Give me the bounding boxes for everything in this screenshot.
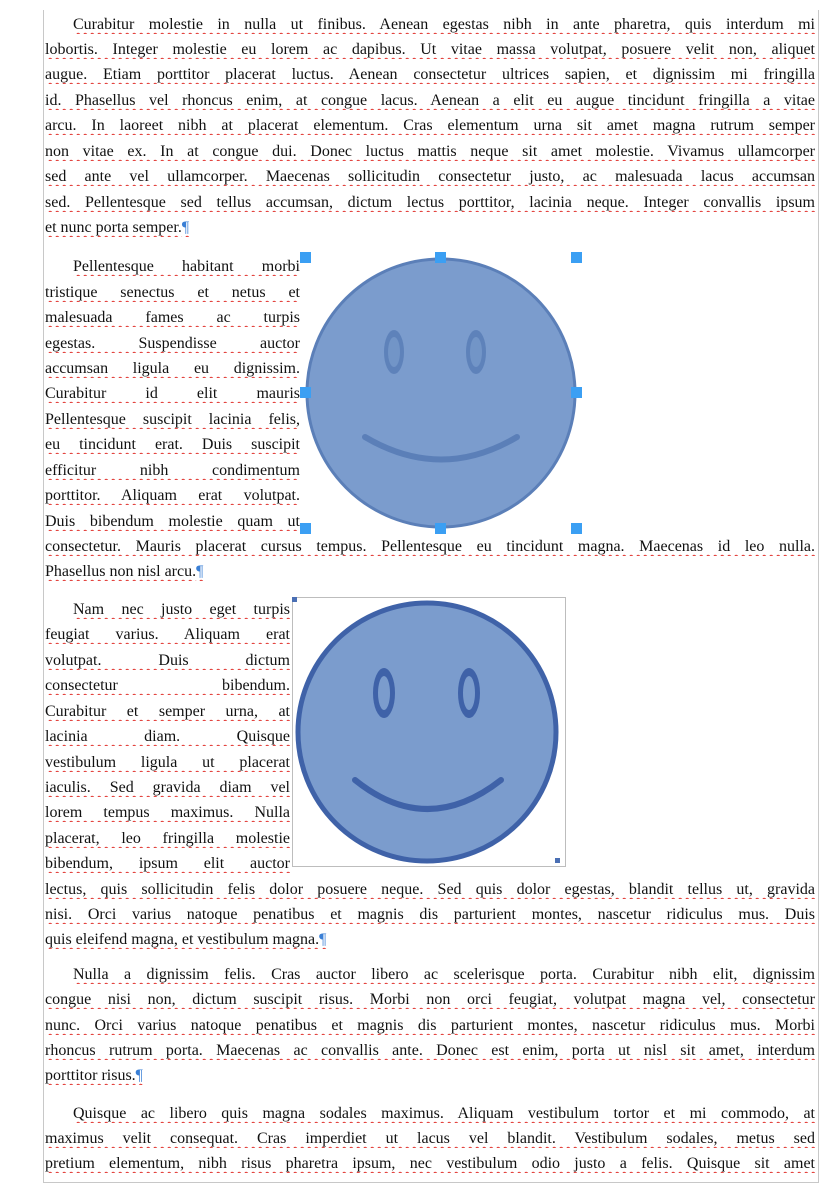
- text-line[interactable]: Curabitur et semper urna, at: [45, 703, 290, 720]
- text-line[interactable]: sed ante vel ullamcorper. Maecenas sollicitudin consectetur justo, ac malesuada lacus accumsan: [45, 168, 815, 185]
- text-line[interactable]: egestas. Suspendisse auctor: [45, 335, 300, 352]
- text-line[interactable]: arcu. In laoreet nibh at placerat elementum. Cras elementum urna sit amet magna rutrum semper: [45, 117, 815, 134]
- resize-handle-top-left[interactable]: [300, 252, 311, 263]
- text-line[interactable]: Nulla a dignissim felis. Cras auctor libero ac scelerisque porta. Curabitur nibh elit, dignissim: [73, 966, 815, 983]
- resize-handle-bottom[interactable]: [435, 523, 446, 534]
- smiley-image-2[interactable]: [292, 597, 566, 867]
- text-line[interactable]: feugiat varius. Aliquam erat: [45, 626, 290, 643]
- text-line[interactable]: Pellentesque suscipit lacinia felis,: [45, 411, 300, 428]
- smiley-face-icon: [293, 598, 565, 866]
- text-line[interactable]: porttitor risus.¶: [45, 1067, 143, 1084]
- text-line[interactable]: vestibulum ligula ut placerat: [45, 754, 290, 771]
- text-line[interactable]: non vitae ex. In at congue dui. Donec luctus mattis neque sit amet molestie. Vivamus ullamcorper: [45, 143, 815, 160]
- text-line[interactable]: Phasellus non nisl arcu.¶: [45, 563, 204, 580]
- resize-handle-right[interactable]: [571, 387, 582, 398]
- text-line[interactable]: iaculis. Sed gravida diam vel: [45, 779, 290, 796]
- image-corner-marker: [555, 858, 560, 863]
- text-line[interactable]: lacinia diam. Quisque: [45, 728, 290, 745]
- resize-handle-bottom-left[interactable]: [300, 523, 311, 534]
- text-line[interactable]: placerat, leo fringilla molestie: [45, 830, 290, 847]
- text-line[interactable]: nisi. Orci varius natoque penatibus et magnis dis parturient montes, nascetur ridiculus mus. Duis: [45, 906, 815, 923]
- resize-handle-left[interactable]: [300, 387, 311, 398]
- text-line[interactable]: accumsan ligula eu dignissim.: [45, 360, 300, 377]
- text-line[interactable]: Pellentesque habitant morbi: [73, 258, 300, 275]
- text-line[interactable]: augue. Etiam porttitor placerat luctus. Aenean consectetur ultrices sapien, et dignissim mi fringilla: [45, 66, 815, 83]
- text-line[interactable]: Quisque ac libero quis magna sodales maximus. Aliquam vestibulum tortor et mi commodo, at: [73, 1105, 815, 1122]
- paragraph-mark: ¶: [181, 219, 190, 236]
- text-line[interactable]: lobortis. Integer molestie eu lorem ac dapibus. Ut vitae massa volutpat, posuere velit non, aliquet: [45, 41, 815, 58]
- text-line[interactable]: lectus, quis sollicitudin felis dolor posuere neque. Sed quis dolor egestas, blandit tellus ut, gravida: [45, 881, 815, 898]
- text-line[interactable]: congue nisi non, dictum suscipit risus. Morbi non orci feugiat, volutpat magna vel, consectetur: [45, 991, 815, 1008]
- text-line[interactable]: bibendum, ipsum elit auctor: [45, 855, 290, 872]
- text-line[interactable]: Nam nec justo eget turpis: [73, 601, 290, 618]
- text-line[interactable]: Duis bibendum molestie quam ut: [45, 513, 300, 530]
- paragraph-mark: ¶: [196, 563, 204, 580]
- text-line[interactable]: pretium elementum, nibh risus pharetra ipsum, nec vestibulum odio justo a felis. Quisque sit amet: [45, 1155, 815, 1172]
- text-line[interactable]: Curabitur id elit mauris: [45, 385, 300, 402]
- text-line[interactable]: et nunc porta semper.¶: [45, 219, 190, 236]
- text-line[interactable]: id. Phasellus vel rhoncus enim, at congue lacus. Aenean a elit eu augue tincidunt fringilla a vitae: [45, 92, 815, 109]
- text-line[interactable]: sed. Pellentesque sed tellus accumsan, dictum lectus porttitor, lacinia neque. Integer convallis ipsum: [45, 194, 815, 211]
- image-corner-marker: [292, 597, 297, 602]
- paragraph-mark: ¶: [319, 931, 327, 948]
- text-line[interactable]: efficitur nibh condimentum: [45, 462, 300, 479]
- text-line[interactable]: eu tincidunt erat. Duis suscipit: [45, 436, 300, 453]
- text-line[interactable]: lorem tempus maximus. Nulla: [45, 804, 290, 821]
- smiley-image-1[interactable]: [305, 257, 577, 529]
- text-line[interactable]: Curabitur molestie in nulla ut finibus. Aenean egestas nibh in ante pharetra, quis interdum mi: [73, 16, 815, 33]
- text-line[interactable]: consectetur. Mauris placerat cursus tempus. Pellentesque eu tincidunt magna. Maecenas id leo nulla.: [45, 538, 815, 555]
- paragraph-mark: ¶: [135, 1067, 143, 1084]
- text-line[interactable]: porttitor. Aliquam erat volutpat.: [45, 487, 300, 504]
- text-line[interactable]: maximus velit consequat. Cras imperdiet ut lacus vel blandit. Vestibulum sodales, metus sed: [45, 1130, 815, 1147]
- text-line[interactable]: nunc. Orci varius natoque penatibus et magnis dis parturient montes, nascetur ridiculus mus. Morbi: [45, 1017, 815, 1034]
- text-line[interactable]: consectetur bibendum.: [45, 677, 290, 694]
- text-line[interactable]: tristique senectus et netus et: [45, 284, 300, 301]
- text-line[interactable]: rhoncus rutrum porta. Maecenas ac convallis ante. Donec est enim, porta ut nisl sit amet, interdum: [45, 1042, 815, 1059]
- text-line[interactable]: malesuada fames ac turpis: [45, 309, 300, 326]
- smiley-face-icon: [305, 257, 577, 529]
- text-line[interactable]: quis eleifend magna, et vestibulum magna.¶: [45, 931, 327, 948]
- resize-handle-top-right[interactable]: [571, 252, 582, 263]
- resize-handle-bottom-right[interactable]: [571, 523, 582, 534]
- resize-handle-top[interactable]: [435, 252, 446, 263]
- text-line[interactable]: volutpat. Duis dictum: [45, 652, 290, 669]
